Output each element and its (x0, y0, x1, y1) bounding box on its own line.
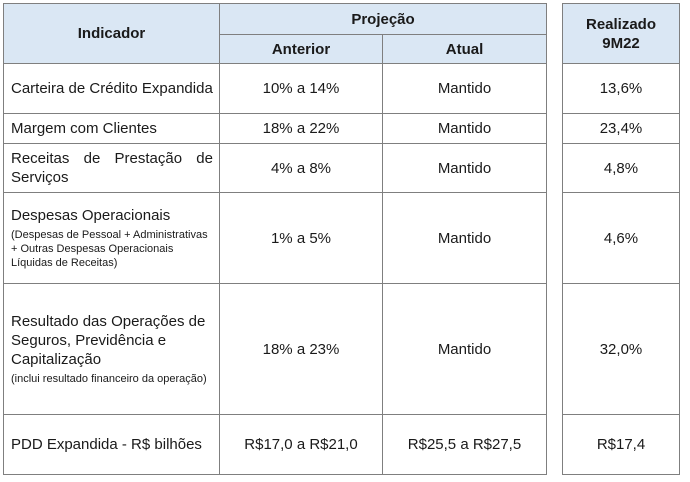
header-realizado-line1: Realizado (585, 15, 657, 33)
row-anterior: 18% a 22% (220, 114, 383, 144)
header-projecao: Projeção (220, 4, 547, 35)
row-anterior: 18% a 23% (220, 284, 383, 415)
row-atual: Mantido (383, 114, 547, 144)
table-row (4, 64, 547, 114)
row-anterior: 1% a 5% (220, 193, 383, 284)
table-row (4, 114, 547, 144)
row-label: Carteira de Crédito Expandida (4, 64, 220, 114)
guidance-table (3, 3, 547, 475)
header-anterior: Anterior (220, 35, 383, 64)
row-atual: Mantido (383, 284, 547, 415)
row-atual: Mantido (383, 193, 547, 284)
row-atual: R$25,5 a R$27,5 (383, 415, 547, 475)
header-realizado-line2: 9M22 (602, 34, 640, 52)
row-label: Receitas de Prestação de Serviços (4, 144, 220, 193)
row-label-cell (4, 284, 220, 415)
row-label: Margem com Clientes (4, 114, 220, 144)
header-atual: Atual (383, 35, 547, 64)
row-atual: Mantido (383, 64, 547, 114)
row-label-cell (4, 193, 220, 284)
row-label: Resultado das Operações de Seguros, Previdência e Capitalização (11, 313, 206, 368)
row-realizado: 23,4% (563, 114, 680, 144)
row-realizado: 32,0% (563, 284, 680, 415)
row-anterior: 4% a 8% (220, 144, 383, 193)
row-anterior: 10% a 14% (220, 64, 383, 114)
row-label: PDD Expandida - R$ bilhões (4, 415, 220, 475)
table-row (4, 144, 547, 193)
row-realizado: 13,6% (563, 64, 680, 114)
row-anterior: R$17,0 a R$21,0 (220, 415, 383, 475)
row-note: (inclui resultado financeiro da operação) (11, 373, 207, 385)
table-row (4, 284, 547, 415)
row-atual: Mantido (383, 144, 547, 193)
table-row (4, 415, 547, 475)
row-label: Despesas Operacionais (11, 207, 171, 224)
row-realizado: 4,8% (563, 144, 680, 193)
row-realizado: R$17,4 (563, 415, 680, 475)
header-realizado (563, 4, 680, 64)
header-indicador: Indicador (4, 4, 220, 64)
realizado-table (562, 3, 680, 475)
row-realizado: 4,6% (563, 193, 680, 284)
row-note: (Despesas de Pessoal + Administrativas + Outras Despesas Operacionais Líquidas de Receitas) (11, 229, 208, 269)
table-row (4, 193, 547, 284)
